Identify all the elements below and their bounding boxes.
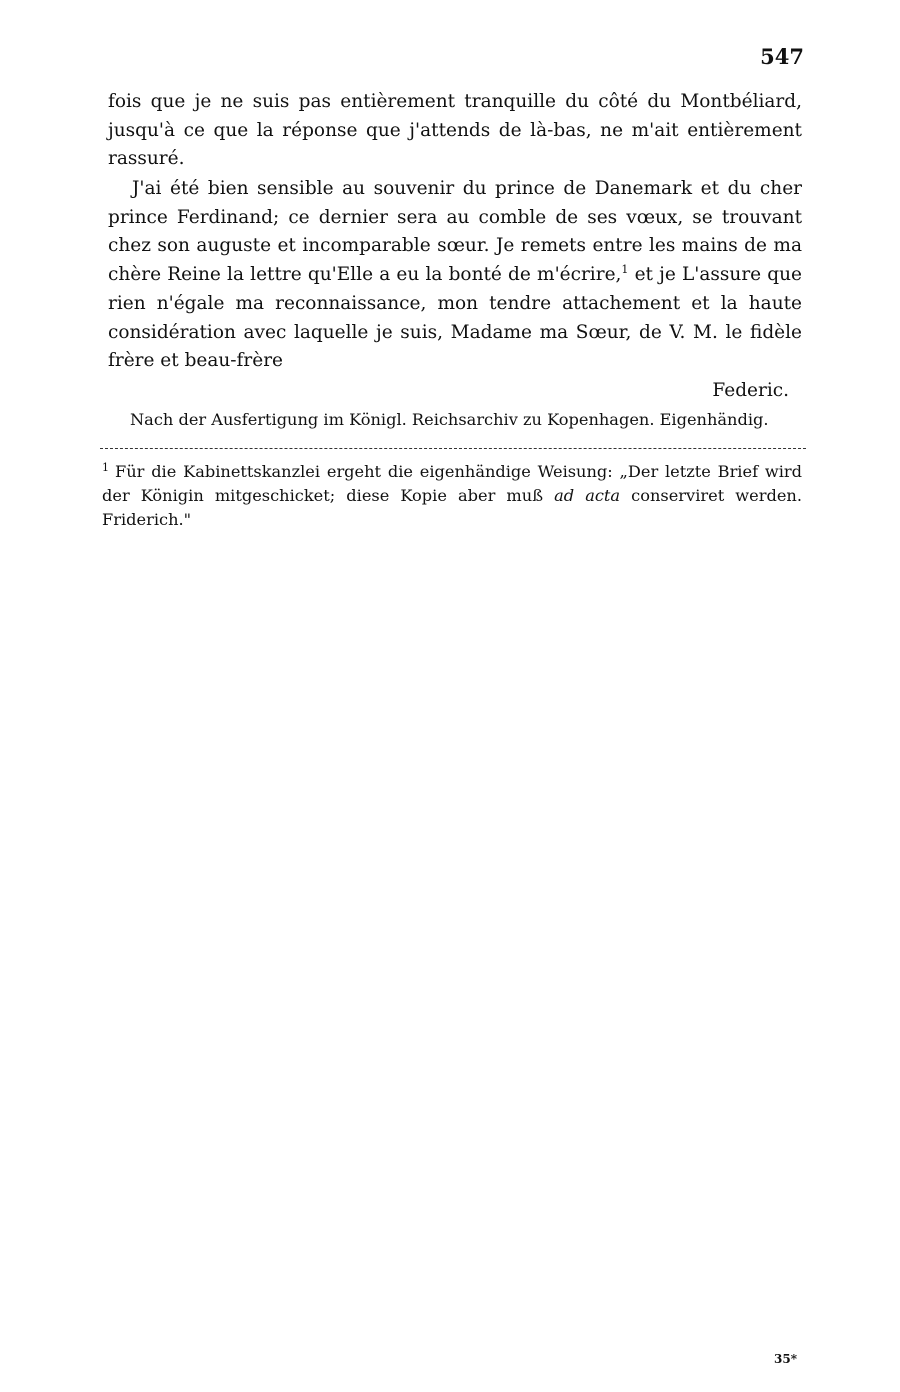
footnote-divider — [100, 448, 806, 449]
footnote-text-a: Für die Kabinettskanzlei ergeht die eigenhändige Weisung: „Der letzte Brief wird der Königin mitgeschicket; diese Kopie aber muß — [102, 462, 802, 505]
source-note: Nach der Ausfertigung im Königl. Reichsarchiv zu Kopenhagen. Eigenhändig. — [130, 410, 769, 429]
footnote-italic: ad acta — [554, 486, 621, 505]
footnote-text-b: conserviret werden. Friderich." — [102, 486, 802, 529]
page-number: 547 — [760, 44, 804, 69]
footnote-mark: 1 — [102, 460, 109, 474]
paragraph-2 — [108, 175, 802, 376]
footnote — [102, 460, 802, 532]
paragraph-1: fois que je ne suis pas entièrement tranquille du côté du Montbéliard, jusqu'à ce que la réponse que j'attends de là-bas, ne m'ait entièrement rassuré. — [108, 91, 802, 170]
paragraph-2-text-a: J'ai été bien sensible au souvenir du prince de Danemark et du cher prince Ferdinand; ce dernier sera au comble de ses vœux, se trouvant chez son auguste et incomparable sœur. Je remets entre les mains de ma chère Reine la lettre qu'Elle a eu la bonté de m'écrire, — [108, 178, 802, 286]
letter-signature: Federic. — [712, 380, 789, 401]
paragraph-2-text-b: et je L'assure que rien n'égale ma reconnaissance, mon tendre attachement et la haute considération avec laquelle je suis, Madame ma Sœur, de V. M. le fidèle frère et beau-frère — [108, 264, 803, 372]
printer-signature-mark: 35* — [774, 1352, 797, 1366]
footnote-reference: 1 — [621, 262, 629, 276]
